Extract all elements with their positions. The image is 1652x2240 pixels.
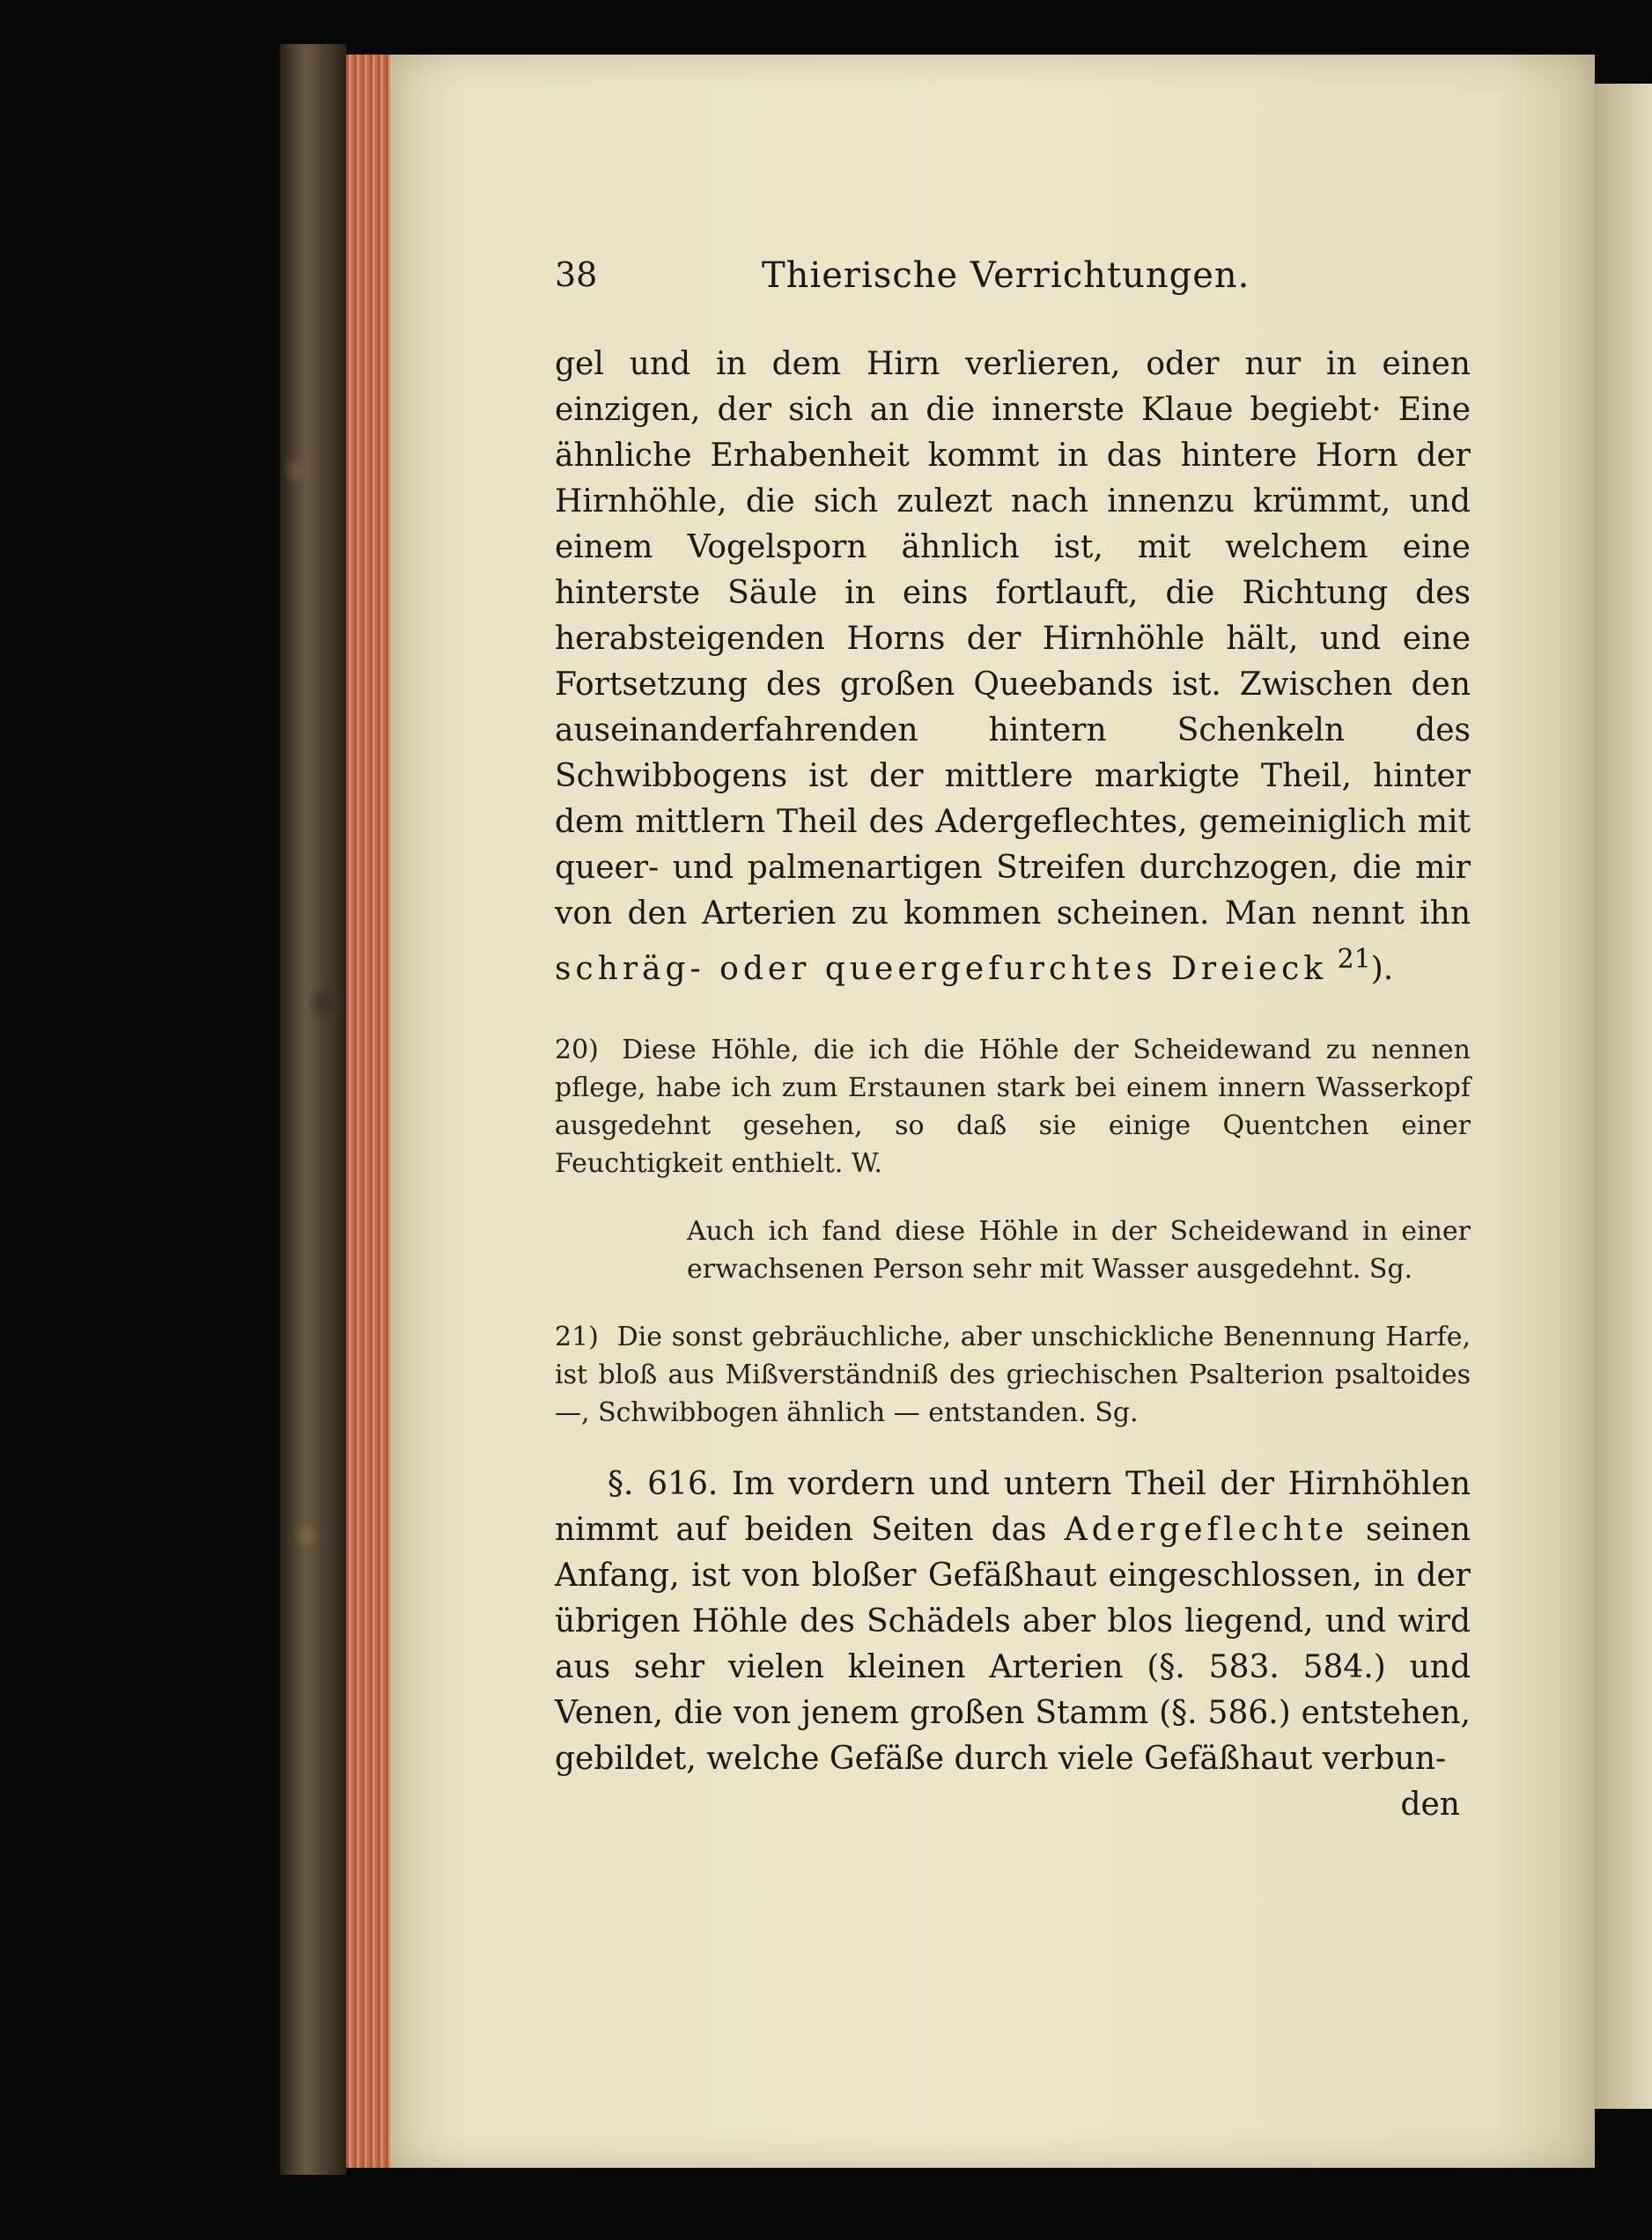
closing-paren: ). [1370,951,1394,987]
book-spine [280,44,346,2175]
footnote-20 [555,1031,1471,1183]
section-text-before: Im vordern und untern Theil der Hirnhöhlen nimmt auf beiden Seiten das [555,1466,1471,1548]
footnote-text: Die sonst gebräuchliche, aber unschickliche Benennung Harfe, ist bloß aus Mißverständniß des griechischen Psalterion psaltoides —, Schwibbogen ähnlich — entstanden. Sg. [555,1322,1471,1428]
footnote-text: Auch ich fand diese Höhle in der Scheidewand in einer erwachsenen Person sehr mit Wasser ausgedehnt. Sg. [687,1216,1471,1285]
red-page-edges [346,55,390,2168]
section-616 [555,1462,1471,1782]
section-spaced-term: Adergeflechte [1064,1512,1348,1548]
page-content [555,255,1471,1828]
footnote-text: Diese Höhle, die ich die Höhle der Scheidewand zu nennen pflege, habe ich zum Erstaunen stark bei einem innern Wasserkopf ausgedehnt gesehen, so daß sie einige Quentchen einer Feuchtigkeit enthielt. W. [555,1035,1471,1179]
section-number: §. 616. [608,1466,719,1502]
section-text-after: seinen Anfang, ist von bloßer Gefäßhaut eingeschlossen, in der übrigen Höhle des Schädels aber blos liegend, und wird aus sehr vielen kleinen Arterien (§. 583. 584.) und Venen, die von jenem großen Stamm (§. 586.) entstehen, gebildet, welche Gefäße durch viele Gefäßhaut verbun- [555,1512,1471,1777]
page-number: 38 [555,255,598,294]
term-spaced: schräg- oder queergefurchtes Dreieck [555,951,1328,987]
footnote-21 [555,1318,1471,1432]
catchword: den [1400,1787,1460,1823]
running-head [555,255,1471,308]
footnote-ref: 21 [1337,944,1371,975]
footnotes [555,1031,1471,1432]
main-text: gel und in dem Hirn verlieren, oder nur in einen einzigen, der sich an die innerste Klaue begiebt· Eine ähnliche Erhabenheit kommt in das hintere Horn der Hirnhöhle, die sich zulezt nach innenzu krümmt, und einem Vogelsporn ähnlich ist, mit welchem eine hinterste Säule in eins fortlauft, die Richtung des herabsteigenden Horns der Hirnhöhle hält, und eine Fortsetzung des großen Queebands ist. Zwischen den auseinanderfahrenden hintern Schenkeln des Schwibbogens ist der mittlere markigte Theil, hinter dem mittlern Theil des Adergeflechtes, gemeiniglich mit queer- und palmenartigen Streifen durchzogen, die mir von den Arterien zu kommen scheinen. Man nennt ihn [555,346,1471,932]
footnote-20-addendum [555,1212,1471,1288]
facing-page-edge [1595,84,1652,2109]
footnote-number: 20) [555,1035,599,1065]
running-title: Thierische Verrichtungen. [762,255,1250,296]
main-paragraph [555,342,1471,992]
footnote-number: 21) [555,1322,599,1352]
